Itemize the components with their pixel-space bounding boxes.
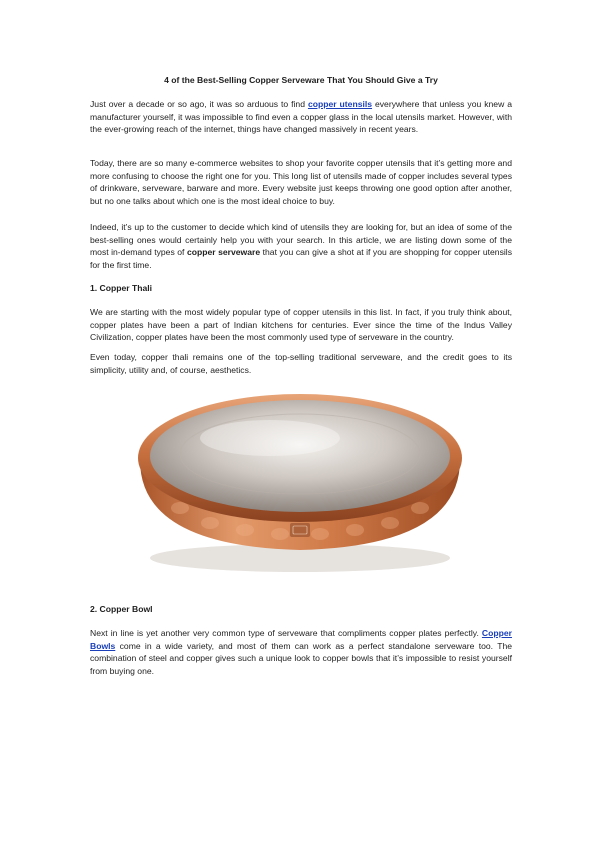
intro-text-before-link: Just over a decade or so ago, it was so arduous to find [90,99,308,109]
copper-utensils-link[interactable]: copper utensils [307,99,373,109]
p3-text-after-bold: that you can give a shot at if you are shopping for copper utensils for the first time. [90,247,512,271]
copper-bowl-paragraph [90,627,512,678]
copper-thali-paragraph-1: We are starting with the most widely popular type of copper utensils in this list. In fact, if you truly think about, copper plates have been a part of Indian kitchens for centuries. Ever since the time of the Indus Valley Civilization, copper plates have been the most commonly used type of serveware in the country. [90,307,512,343]
bowl-text-before-link: Next in line is yet another very common type of serveware that compliments copper plates perfectly. [90,628,482,638]
copper-bowls-link[interactable]: Copper Bowls [90,628,512,651]
thali-brand-stamp [290,523,310,537]
copper-serveware-bold: copper serveware [186,247,261,258]
thali-highlight [200,420,340,456]
intro-paragraph-2: Today, there are so many e-commerce websites to shop your favorite copper utensils that it’s getting more and more confusing to choose the right one for you. This long list of utensils made of copper includes several types of drinkware, serveware, barware and more. Every website just keeps throwing one good option after another, but no one talks about which one is the most ideal choice to buy. [90,158,512,207]
p3-text-before-bold: Indeed, it’s up to the customer to decide which kind of utensils they are looking for, but an idea of some of the best-selling ones would certainly help you with your search. In this article, we are listing down some of the most in-demand types of [90,222,512,258]
intro-text-after-link: everywhere that unless you knew a manufacturer yourself, it was impossible to find even a copper glass in the local utensils market. However, with the ever-growing reach of the internet, things have changed massively in recent years. [90,99,513,135]
intro-paragraph-3 [90,221,512,272]
copper-thali-image [120,378,480,578]
thali-steel-surface [150,400,450,512]
section-heading-copper-thali: 1. Copper Thali [90,283,153,293]
copper-thali-paragraph-2: Even today, copper thali remains one of the top-selling traditional serveware, and the credit goes to its simplicity, utility and, of course, aesthetics. [90,352,512,375]
article-title: 4 of the Best-Selling Copper Serveware That You Should Give a Try [164,75,438,85]
bowl-text-after-link: come in a wide variety, and most of them can work as a perfect standalone serveware too. The combination of steel and copper gives such a unique look to copper bowls that it’s impossible to resist yourself from buying one. [90,640,512,677]
intro-paragraph-1 [90,98,512,136]
section-heading-copper-bowl: 2. Copper Bowl [90,604,153,614]
